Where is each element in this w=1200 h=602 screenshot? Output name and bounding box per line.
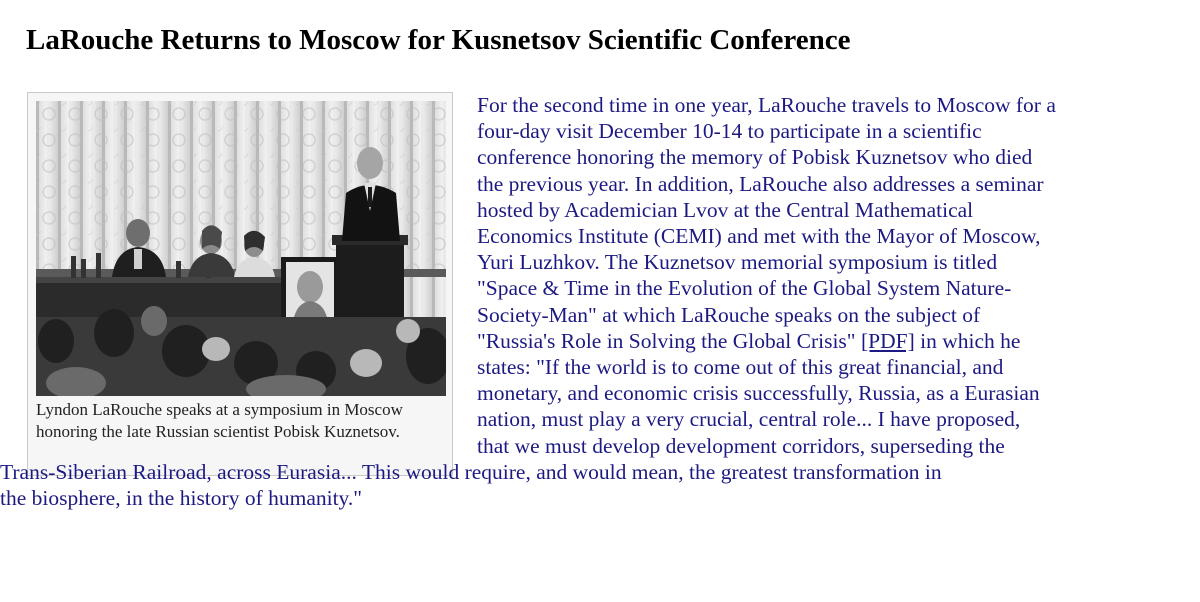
body-line: monetary, and economic crisis successfully, Russia, as a Eurasian — [477, 381, 1040, 406]
body-line: four-day visit December 10-14 to participate in a scientific — [477, 119, 982, 144]
body-line: states: "If the world is to come out of this great financial, and — [477, 355, 1004, 379]
body-line: Society-Man" at which LaRouche speaks on the subject of — [477, 302, 981, 327]
photo-figure — [27, 92, 453, 476]
body-line: Economics Institute (CEMI) and met with the Mayor of Moscow, — [477, 224, 1041, 248]
body-line: the previous year. In addition, LaRouche also addresses a seminar — [477, 171, 1044, 196]
body-line: nation, must play a very crucial, central role... I have proposed, — [477, 407, 1021, 432]
body-line: "Space & Time in the Evolution of the Global System Nature- — [477, 276, 1012, 301]
conference-photo-drawing — [36, 101, 446, 396]
pdf-link[interactable]: [PDF] — [860, 328, 915, 353]
body-line: Trans-Siberian Railroad, across Eurasia... This would require, and would mean, the greatest transformation in — [0, 459, 942, 484]
body-text: in which he — [914, 328, 1021, 353]
body-line: hosted by Academician Lvov at the Central Mathematical — [477, 197, 974, 222]
body-text: "Russia's Role in Solving the Global Crisis" — [477, 328, 861, 353]
body-line: that we must develop development corridors, superseding the — [477, 433, 1005, 458]
photo-caption: Lyndon LaRouche speaks at a symposium in Moscow honoring the late Russian scientist Pobisk Kuznetsov. — [36, 400, 403, 441]
body-line: Yuri Luzhkov. The Kuznetsov memorial symposium is titled — [477, 250, 998, 275]
body-line-with-link — [477, 328, 1020, 354]
article-title: LaRouche Returns to Moscow for Kusnetsov Scientific Conference — [26, 24, 851, 56]
body-line: For the second time in one year, LaRouche travels to Moscow for a — [477, 93, 1056, 117]
body-line: conference honoring the memory of Pobisk Kuznetsov who died — [477, 145, 1033, 170]
conference-photo — [36, 101, 446, 396]
body-line: the biosphere, in the history of humanity." — [0, 486, 363, 510]
